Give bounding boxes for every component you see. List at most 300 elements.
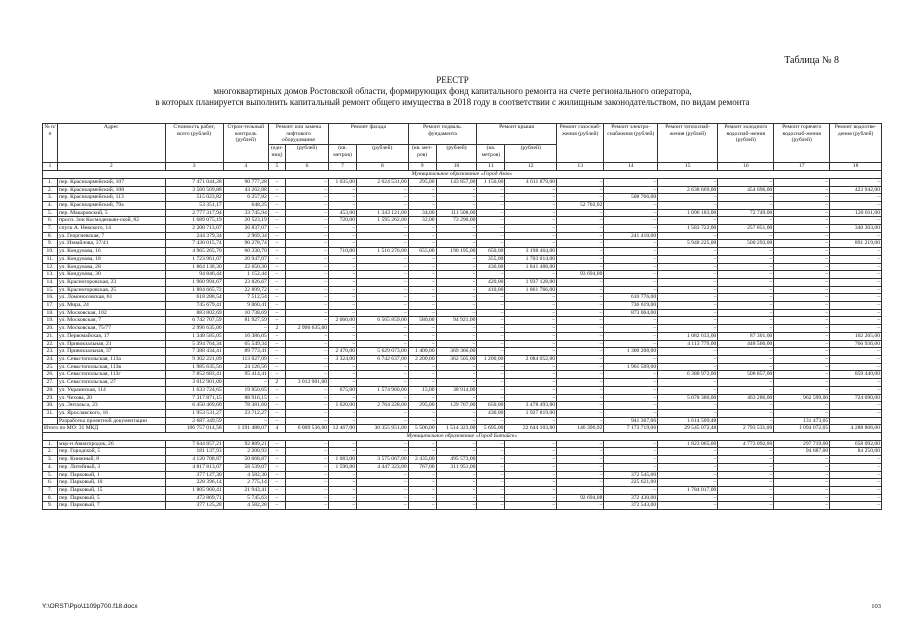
row-value: – <box>774 255 830 263</box>
row-value: – <box>830 232 882 240</box>
row-value: – <box>604 448 658 456</box>
row-value: 73 290,00 <box>436 217 477 225</box>
row-value: – <box>477 417 505 425</box>
row-address: пер. Парковый, 1 <box>58 471 166 479</box>
row-value: 43 262,88 <box>223 186 268 194</box>
row-value: – <box>718 302 774 310</box>
row-value: – <box>505 394 557 402</box>
row-address: ул. Георгиевская, 7 <box>58 232 166 240</box>
row-value: – <box>604 394 658 402</box>
row-value: 1 961 509,00 <box>604 363 658 371</box>
row-value: 131 473,05 <box>774 417 830 425</box>
row-value: 22 899,72 <box>223 286 268 294</box>
row-value: 10 738,69 <box>223 309 268 317</box>
row-value: – <box>604 463 658 471</box>
row-value: – <box>408 225 436 233</box>
row-value: – <box>604 217 658 225</box>
row-value: – <box>357 240 409 248</box>
row-value: 2 777 317,94 <box>165 209 223 217</box>
row-value: – <box>658 271 718 279</box>
row-value: – <box>477 217 505 225</box>
row-value: 90 278,74 <box>223 240 268 248</box>
row-value: – <box>718 379 774 387</box>
row-value: – <box>357 494 409 502</box>
row-value: – <box>408 186 436 194</box>
row-address: ул. Московская, 102 <box>58 309 166 317</box>
row-value: – <box>557 340 604 348</box>
row-value: 1 805 960,41 <box>165 486 223 494</box>
row-value: – <box>329 502 357 510</box>
row-value: – <box>329 286 357 294</box>
row-value: 423 942,00 <box>830 186 882 194</box>
row-value: 658 092,00 <box>830 440 882 448</box>
row-value: – <box>830 363 882 371</box>
row-value: 53 351,17 <box>165 201 223 209</box>
table-row <box>43 456 882 464</box>
row-number: 15. <box>43 286 58 294</box>
row-value: – <box>329 294 357 302</box>
row-value: 648,25 <box>223 201 268 209</box>
row-value: – <box>658 248 718 256</box>
row-number: 1. <box>43 440 58 448</box>
row-value: – <box>329 255 357 263</box>
row-value: 508 766,00 <box>604 194 658 202</box>
row-value: – <box>718 271 774 279</box>
row-value: – <box>436 363 477 371</box>
row-value: – <box>774 402 830 410</box>
row-value: – <box>408 194 436 202</box>
row-value: – <box>505 448 557 456</box>
row-value: 81 927,59 <box>223 317 268 325</box>
row-value: – <box>329 263 357 271</box>
table-row <box>43 386 882 394</box>
row-number: 18. <box>43 309 58 317</box>
row-value: – <box>436 340 477 348</box>
row-value: – <box>718 255 774 263</box>
row-value: 2 200,93 <box>223 448 268 456</box>
row-value: 15,00 <box>408 386 436 394</box>
row-value: 1 937 128,00 <box>505 278 557 286</box>
row-value: 92 889,21 <box>223 440 268 448</box>
row-value: 72 749,00 <box>718 209 774 217</box>
row-value: – <box>477 225 505 233</box>
row-value: – <box>408 379 436 387</box>
header-construction-control: Строи-тельный контроль (рублей) <box>223 124 268 163</box>
row-value: – <box>286 240 329 248</box>
row-value: – <box>268 340 285 348</box>
row-address: ул. Измайлова, 37/41 <box>58 240 166 248</box>
row-value: – <box>557 463 604 471</box>
row-value: – <box>505 494 557 502</box>
row-value: 7 512,54 <box>223 294 268 302</box>
header-roof-rub: (рублей) <box>505 145 557 163</box>
row-value: – <box>477 186 505 194</box>
file-path: Y:\ORST\Ppo\1109p700.f18.docx <box>42 603 138 610</box>
column-number: 15 <box>658 163 718 171</box>
row-value: – <box>604 355 658 363</box>
row-value: – <box>268 194 285 202</box>
row-number: 11. <box>43 255 58 263</box>
row-value: – <box>329 201 357 209</box>
row-value: – <box>718 178 774 186</box>
row-value: – <box>774 186 830 194</box>
table-row <box>43 209 882 217</box>
row-value: – <box>268 502 285 510</box>
row-value: 4 582,30 <box>223 471 268 479</box>
row-value: – <box>557 309 604 317</box>
row-value: – <box>286 294 329 302</box>
row-value: – <box>286 456 329 464</box>
table-row <box>43 225 882 233</box>
row-value: 1 703 014,00 <box>505 255 557 263</box>
row-value: 26 837,07 <box>223 225 268 233</box>
row-value: 2 470,00 <box>329 348 357 356</box>
row-value: – <box>658 255 718 263</box>
column-number: 17 <box>774 163 830 171</box>
row-value: 377 127,30 <box>165 471 223 479</box>
row-value: 33 745,94 <box>223 209 268 217</box>
row-value: – <box>718 463 774 471</box>
row-value: – <box>830 402 882 410</box>
row-value: – <box>774 348 830 356</box>
row-value: – <box>357 309 409 317</box>
row-value: – <box>830 271 882 279</box>
row-value: – <box>408 502 436 510</box>
total-value: 7 173 719,06 <box>604 425 658 433</box>
row-value: – <box>718 363 774 371</box>
row-number: 4. <box>43 463 58 471</box>
row-value: – <box>604 456 658 464</box>
row-address: пер. Красноармейский, 108 <box>58 186 166 194</box>
row-value: – <box>718 417 774 425</box>
row-address: ул. Кондукова, 16 <box>58 248 166 256</box>
row-value: – <box>718 386 774 394</box>
row-value: 2 <box>268 379 285 387</box>
row-value: – <box>286 417 329 425</box>
row-value: 1 953 531,27 <box>165 409 223 417</box>
row-value: – <box>505 386 557 394</box>
row-value: 6 565 859,00 <box>357 317 409 325</box>
row-value: – <box>505 186 557 194</box>
row-address: пер. Красноармейский, 113 <box>58 194 166 202</box>
row-value: – <box>477 494 505 502</box>
row-value: – <box>774 263 830 271</box>
table-row <box>43 394 882 402</box>
row-value: – <box>408 325 436 333</box>
header-elevator-rub: (рублей) <box>286 145 329 163</box>
row-value: 58 539,07 <box>223 463 268 471</box>
total-value: 22 644 103,00 <box>505 425 557 433</box>
row-value: – <box>286 209 329 217</box>
row-address: Разработка проектной документации <box>58 417 166 425</box>
row-value: – <box>505 209 557 217</box>
row-address: ул. Севастопольская, 113а <box>58 355 166 363</box>
row-value: – <box>505 309 557 317</box>
row-value: – <box>268 201 285 209</box>
row-value: – <box>286 448 329 456</box>
row-value: – <box>718 248 774 256</box>
row-value: 7 317 871,15 <box>165 394 223 402</box>
row-value: – <box>830 386 882 394</box>
table-row <box>43 502 882 510</box>
section-header <box>43 171 882 179</box>
row-value: 4 773 092,00 <box>718 440 774 448</box>
row-value <box>830 417 882 425</box>
row-value: – <box>286 302 329 310</box>
row-value: – <box>830 201 882 209</box>
row-value: – <box>268 286 285 294</box>
row-address: ул. Севастопольская, 27 <box>58 379 166 387</box>
row-value: – <box>604 371 658 379</box>
table-row <box>43 371 882 379</box>
row-value: – <box>268 232 285 240</box>
row-value: – <box>286 201 329 209</box>
row-value: – <box>357 340 409 348</box>
row-number: 17. <box>43 302 58 310</box>
row-value: – <box>557 448 604 456</box>
table-row <box>43 278 882 286</box>
row-value: – <box>357 225 409 233</box>
row-value: 891 219,00 <box>830 240 882 248</box>
row-value: – <box>286 225 329 233</box>
row-value: 244 379,34 <box>165 232 223 240</box>
row-value: 111 508,00 <box>436 209 477 217</box>
row-value: – <box>286 263 329 271</box>
row-value: – <box>658 309 718 317</box>
row-value: – <box>505 194 557 202</box>
row-value: – <box>329 417 357 425</box>
row-value: – <box>774 278 830 286</box>
row-value: – <box>436 417 477 425</box>
header-gas: Ремонт газоснаб-жения (рублей) <box>557 124 604 163</box>
row-value: 430,00 <box>477 263 505 271</box>
total-value: 1 191 488,07 <box>223 425 268 433</box>
row-value: – <box>477 302 505 310</box>
row-value: – <box>436 332 477 340</box>
row-value: – <box>774 309 830 317</box>
row-value: 4 113 779,00 <box>658 340 718 348</box>
row-value: – <box>329 448 357 456</box>
row-address: ул. Привокзальная, 21 <box>58 340 166 348</box>
table-row <box>43 363 882 371</box>
row-value: 9 302 221,09 <box>165 355 223 363</box>
row-value: 1 841 488,00 <box>505 263 557 271</box>
row-value: – <box>357 194 409 202</box>
row-value: – <box>357 371 409 379</box>
row-number: 7. <box>43 225 58 233</box>
row-value: – <box>830 494 882 502</box>
row-value: – <box>557 225 604 233</box>
row-value: 120 011,00 <box>830 209 882 217</box>
row-value: 377 125,28 <box>165 502 223 510</box>
row-value: – <box>329 486 357 494</box>
row-number <box>43 417 58 425</box>
row-value: 1 348 585,05 <box>165 332 223 340</box>
row-value: – <box>436 194 477 202</box>
row-value: – <box>357 486 409 494</box>
row-value: – <box>557 317 604 325</box>
row-value: 766 936,00 <box>830 340 882 348</box>
row-value: – <box>718 402 774 410</box>
table-row <box>43 240 882 248</box>
row-value: – <box>774 471 830 479</box>
row-number: 21. <box>43 332 58 340</box>
row-value: – <box>774 479 830 487</box>
row-value: – <box>557 456 604 464</box>
row-value: 2 624 531,00 <box>357 178 409 186</box>
table-row <box>43 463 882 471</box>
row-value: – <box>718 348 774 356</box>
row-value: 1 960 994,67 <box>165 278 223 286</box>
row-value: 508 857,00 <box>718 371 774 379</box>
header-elevator: Ремонт или замена лифтового оборудования <box>268 124 328 145</box>
row-value: – <box>286 278 329 286</box>
row-number: 28. <box>43 386 58 394</box>
row-value: – <box>357 394 409 402</box>
table-row <box>43 232 882 240</box>
row-value: 962 599,00 <box>774 394 830 402</box>
row-address: ул. Первомайская, 17 <box>58 332 166 340</box>
row-value: – <box>436 325 477 333</box>
row-value: – <box>658 456 718 464</box>
row-value: – <box>357 294 409 302</box>
total-value: 1 094 072,05 <box>774 425 830 433</box>
row-value: 7 852 683,41 <box>165 371 223 379</box>
row-value: – <box>658 355 718 363</box>
row-value: – <box>718 355 774 363</box>
document-title: РЕЕСТР <box>436 75 469 85</box>
row-value: 88 916,15 <box>223 394 268 402</box>
row-value: – <box>408 278 436 286</box>
row-value: 448 500,00 <box>718 340 774 348</box>
row-value: – <box>658 317 718 325</box>
table-row <box>43 178 882 186</box>
row-number: 24. <box>43 355 58 363</box>
row-value: 60 330,70 <box>223 248 268 256</box>
column-number: 13 <box>557 163 604 171</box>
row-value: – <box>557 232 604 240</box>
row-value: 410,00 <box>477 286 505 294</box>
table-row <box>43 440 882 448</box>
row-value: 3 198 464,00 <box>505 248 557 256</box>
row-address: просп. Зои Космодемьян-ской, 82 <box>58 217 166 225</box>
row-value: – <box>718 294 774 302</box>
row-value: – <box>268 271 285 279</box>
row-value: – <box>774 271 830 279</box>
row-value: 472 869,71 <box>165 494 223 502</box>
total-value: 1 514 323,00 <box>436 425 477 433</box>
row-value: – <box>268 355 285 363</box>
total-value: 4 <box>268 425 285 433</box>
total-value: 4 288 806,00 <box>830 425 882 433</box>
row-value: – <box>477 379 505 387</box>
row-value: – <box>658 471 718 479</box>
row-address: ул. Красногоровская, 23 <box>58 278 166 286</box>
row-value: – <box>830 409 882 417</box>
row-value: – <box>268 456 285 464</box>
row-number: 10. <box>43 248 58 256</box>
row-value: – <box>436 201 477 209</box>
table-row <box>43 409 882 417</box>
row-value: – <box>477 456 505 464</box>
section-title: Муниципальное образование «Город Батайск» <box>43 433 882 441</box>
row-value: 1 614 509,48 <box>658 417 718 425</box>
row-number: 20. <box>43 325 58 333</box>
row-number: 9. <box>43 240 58 248</box>
row-value: – <box>357 263 409 271</box>
row-value: – <box>658 448 718 456</box>
row-value: – <box>477 502 505 510</box>
row-value: – <box>268 294 285 302</box>
column-number: 6 <box>286 163 329 171</box>
row-value: – <box>268 248 285 256</box>
row-value: 430,00 <box>477 409 505 417</box>
row-value: 1 574 960,00 <box>357 386 409 394</box>
row-address: ул. Кондукова, 28 <box>58 263 166 271</box>
row-number: 13. <box>43 271 58 279</box>
row-value: – <box>557 263 604 271</box>
row-value: – <box>604 402 658 410</box>
row-value: – <box>357 201 409 209</box>
row-number: 27. <box>43 379 58 387</box>
column-number: 10 <box>436 163 477 171</box>
row-value: – <box>268 386 285 394</box>
row-value: 6 450 469,60 <box>165 402 223 410</box>
row-value: – <box>477 371 505 379</box>
column-number: 1 <box>43 163 58 171</box>
row-value: – <box>774 225 830 233</box>
row-value: – <box>286 394 329 402</box>
row-value: – <box>268 463 285 471</box>
row-address: ул. Мира, 24 <box>58 302 166 310</box>
total-value: 2 793 531,00 <box>718 425 774 433</box>
row-value: 2 208 713,07 <box>165 225 223 233</box>
row-value: – <box>604 255 658 263</box>
row-value: 4 582,28 <box>223 502 268 510</box>
row-value: 3 012 901,00 <box>165 379 223 387</box>
row-value: 1 864 138,30 <box>165 263 223 271</box>
column-number: 2 <box>58 163 166 171</box>
row-value: 1 152,44 <box>223 271 268 279</box>
row-value: 32,00 <box>408 217 436 225</box>
row-value: – <box>329 232 357 240</box>
row-value: – <box>357 332 409 340</box>
row-value: – <box>604 486 658 494</box>
row-value: 3 012 901,00 <box>286 379 329 387</box>
row-value: – <box>718 194 774 202</box>
table-row <box>43 355 882 363</box>
row-value: – <box>357 363 409 371</box>
row-value: 1 861 766,00 <box>505 286 557 294</box>
table-row <box>43 448 882 456</box>
header-drainage: Ремонт водоотве-дения (рублей) <box>830 124 882 163</box>
row-value: – <box>357 479 409 487</box>
row-value: 2 060,00 <box>329 317 357 325</box>
row-value: – <box>505 225 557 233</box>
table-row <box>43 402 882 410</box>
header-facade-sqm: (кв. метров) <box>329 145 357 163</box>
column-numbers-row <box>43 163 882 171</box>
row-value: – <box>505 486 557 494</box>
row-value: 362 505,00 <box>436 355 477 363</box>
row-value: – <box>329 332 357 340</box>
row-value: 295,00 <box>408 402 436 410</box>
row-value: – <box>505 271 557 279</box>
row-value: – <box>268 240 285 248</box>
row-value: – <box>505 479 557 487</box>
row-value: 34,00 <box>408 209 436 217</box>
row-value: – <box>830 263 882 271</box>
